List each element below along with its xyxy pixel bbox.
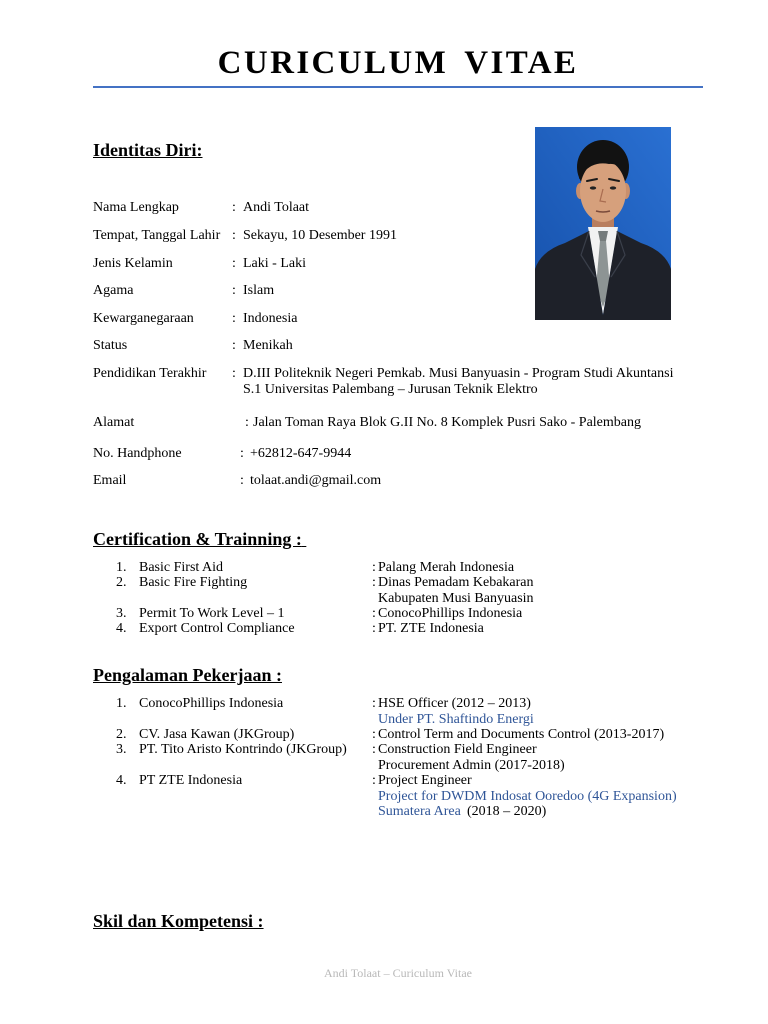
cert-item-3 — [0, 606, 768, 622]
cert-name: Basic First Aid — [139, 560, 224, 575]
row-value: S.1 Universitas Palembang – Jurusan Teknik Elektro — [243, 382, 538, 397]
job-detail-period: (2018 – 2020) — [467, 804, 547, 819]
row-value: Jalan Toman Raya Blok G.II No. 8 Komplek Pusri Sako - Palembang — [253, 415, 641, 430]
row-label: Alamat — [93, 415, 135, 430]
row-label: Status — [93, 338, 128, 353]
row-label: Nama Lengkap — [93, 200, 179, 215]
company-name: PT. Tito Aristo Kontrindo (JKGroup) — [139, 742, 347, 757]
row-separator: : — [372, 742, 376, 757]
row-label: Pendidikan Terakhir — [93, 366, 207, 381]
job-detail: Control Term and Documents Control (2013-2017) — [378, 727, 665, 742]
job-detail: Project Engineer — [378, 773, 472, 788]
row-separator: : — [232, 366, 236, 381]
row-separator: : — [232, 200, 236, 215]
page-footer: Andi Tolaat – Curiculum Vitae — [324, 966, 472, 980]
cert-name: Export Control Compliance — [139, 621, 295, 636]
company-name: PT ZTE Indonesia — [139, 773, 243, 788]
row-value: tolaat.andi@gmail.com — [250, 473, 382, 488]
row-value: D.III Politeknik Negeri Pemkab. Musi Banyuasin - Program Studi Akuntansi — [243, 366, 674, 381]
list-number: 2. — [116, 575, 127, 590]
row-separator: : — [372, 575, 376, 590]
company-name: CV. Jasa Kawan (JKGroup) — [139, 727, 295, 742]
row-value: Laki - Laki — [243, 256, 306, 271]
job-detail: HSE Officer (2012 – 2013) — [378, 696, 531, 711]
job-detail-area: Sumatera Area — [378, 804, 461, 819]
identity-row-status — [0, 338, 768, 354]
experience-item-3 — [0, 742, 768, 758]
heading-identity: Identitas Diri: — [93, 140, 203, 160]
cert-issuer: Palang Merah Indonesia — [378, 560, 515, 575]
experience-item-4-continued-2 — [0, 804, 768, 820]
row-separator: : — [372, 727, 376, 742]
identity-row-address — [0, 415, 768, 431]
cert-item-1 — [0, 560, 768, 576]
row-separator: : — [372, 606, 376, 621]
identity-row-phone — [0, 446, 768, 462]
experience-item-1-continued — [0, 712, 768, 728]
identity-row-education — [0, 366, 768, 382]
row-separator: : — [232, 228, 236, 243]
list-number: 4. — [116, 773, 127, 788]
cert-issuer: Dinas Pemadam Kebakaran — [378, 575, 534, 590]
row-value: Indonesia — [243, 311, 298, 326]
identity-row-name — [0, 200, 768, 216]
identity-row-nationality — [0, 311, 768, 327]
row-separator: : — [240, 446, 244, 461]
row-value: Islam — [243, 283, 275, 298]
cert-issuer: Kabupaten Musi Banyuasin — [378, 591, 534, 606]
company-name: ConocoPhillips Indonesia — [139, 696, 284, 711]
list-number: 3. — [116, 742, 127, 757]
cert-issuer: PT. ZTE Indonesia — [378, 621, 484, 636]
cert-name: Permit To Work Level – 1 — [139, 606, 285, 621]
job-detail: Under PT. Shaftindo Energi — [378, 712, 534, 727]
heading-certification: Certification & Trainning : — [93, 529, 302, 549]
row-label: No. Handphone — [93, 446, 182, 461]
heading-skills: Skil dan Kompetensi : — [93, 911, 264, 931]
row-label: Agama — [93, 283, 134, 298]
cert-item-2 — [0, 575, 768, 591]
row-label: Email — [93, 473, 127, 488]
job-detail: Project for DWDM Indosat Ooredoo (4G Expansion) — [378, 789, 677, 804]
list-number: 1. — [116, 696, 127, 711]
document-title: CURICULUM VITAE — [217, 45, 579, 81]
identity-row-birth — [0, 228, 768, 244]
row-value: Menikah — [243, 338, 293, 353]
row-label: Jenis Kelamin — [93, 256, 173, 271]
list-number: 2. — [116, 727, 127, 742]
list-number: 3. — [116, 606, 127, 621]
cert-issuer: ConocoPhillips Indonesia — [378, 606, 523, 621]
list-number: 4. — [116, 621, 127, 636]
identity-row-education-continued — [0, 382, 768, 398]
row-value: Andi Tolaat — [243, 200, 310, 215]
identity-row-gender — [0, 256, 768, 272]
cert-item-2-continued — [0, 591, 768, 607]
identity-row-email — [0, 473, 768, 489]
title-rule — [93, 86, 703, 88]
cert-item-4 — [0, 621, 768, 637]
row-separator: : — [232, 283, 236, 298]
row-separator: : — [232, 338, 236, 353]
list-number: 1. — [116, 560, 127, 575]
heading-experience: Pengalaman Pekerjaan : — [93, 665, 282, 685]
experience-item-1 — [0, 696, 768, 712]
row-separator: : — [372, 621, 376, 636]
row-separator: : — [240, 473, 244, 488]
row-separator: : — [245, 415, 249, 430]
experience-item-4-continued — [0, 789, 768, 805]
experience-item-4 — [0, 773, 768, 789]
row-label: Tempat, Tanggal Lahir — [93, 228, 221, 243]
row-value: Sekayu, 10 Desember 1991 — [243, 228, 397, 243]
row-label: Kewarganegaraan — [93, 311, 194, 326]
job-detail: Construction Field Engineer — [378, 742, 537, 757]
identity-row-religion — [0, 283, 768, 299]
row-separator: : — [372, 560, 376, 575]
row-separator: : — [372, 773, 376, 788]
row-separator: : — [372, 696, 376, 711]
experience-item-2 — [0, 727, 768, 743]
job-detail: Procurement Admin (2017-2018) — [378, 758, 565, 773]
cert-name: Basic Fire Fighting — [139, 575, 248, 590]
row-separator: : — [232, 256, 236, 271]
row-value: +62812-647-9944 — [250, 446, 352, 461]
row-separator: : — [232, 311, 236, 326]
experience-item-3-continued — [0, 758, 768, 774]
